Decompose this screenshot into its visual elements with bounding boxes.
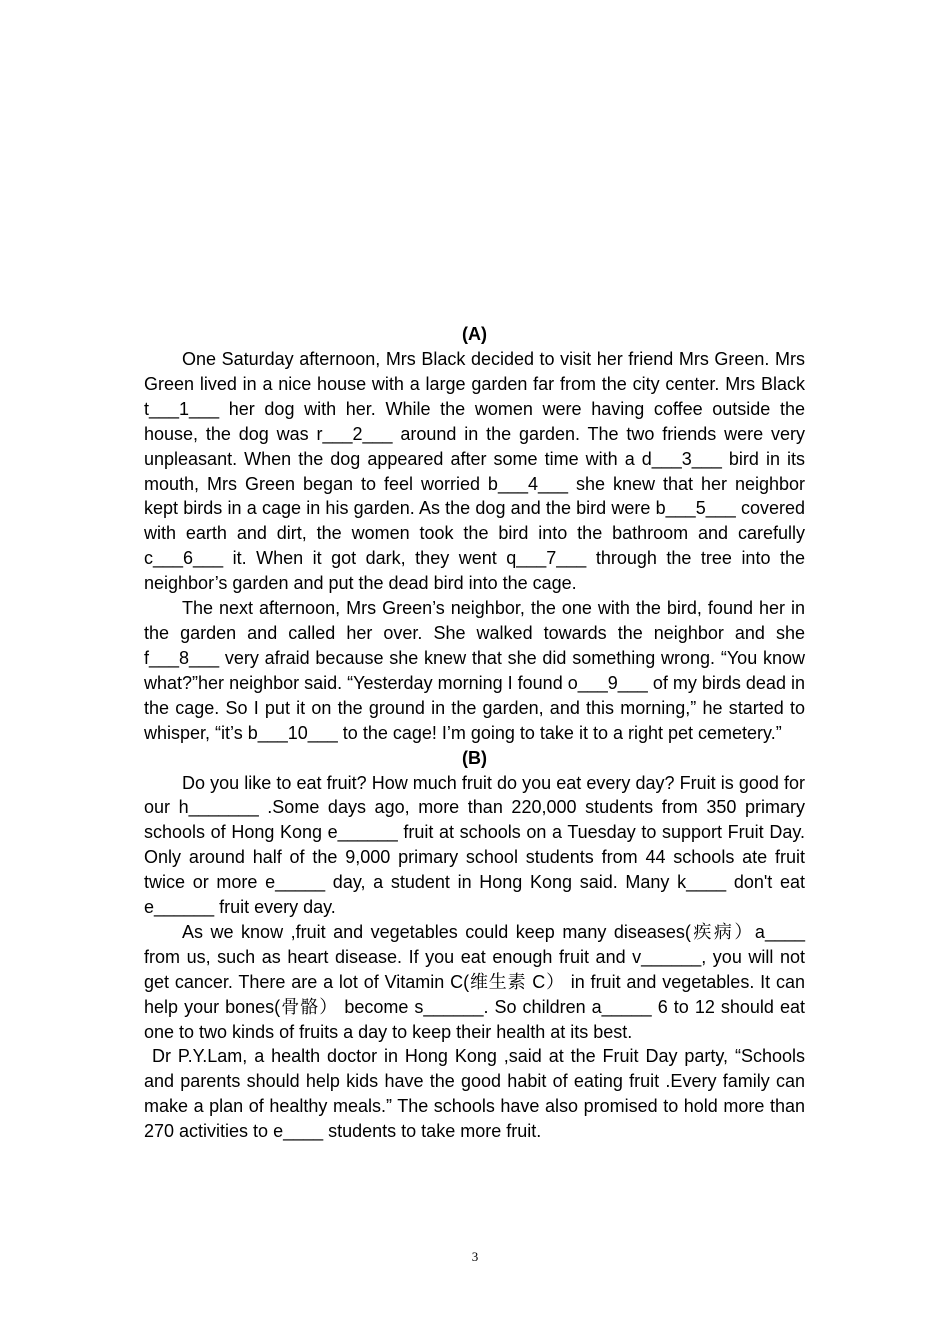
section-a-paragraph-2: The next afternoon, Mrs Green’s neighbor, the one with the bird, found her in the garden and called her over. She walked towards the neighbor and she f___8___ very afraid because she knew that she did something wrong. “You know what?”her neighbor said. “Yesterday morning I found o___9___ of my birds dead in the cage. So I put it on the ground in the garden, and this morning,” he started to whisper, “it’s b___10___ to the cage! I’m going to take it to a right pet cemetery.” (144, 598, 805, 743)
page-number: 3 (471, 1249, 479, 1264)
section-b-heading: (B) (462, 747, 487, 768)
document-page (144, 322, 805, 1144)
section-a-paragraph-1: One Saturday afternoon, Mrs Black decided to visit her friend Mrs Green. Mrs Green lived in a nice house with a large garden far from the city center. Mrs Black t___1___ her dog with her. While the women were having coffee outside the house, the dog was r___2___ around in the garden. The two friends were very unpleasant. When the dog appeared after some time with a d___3___ bird in its mouth, Mrs Green began to feel worried b___4___ she knew that her neighbor kept birds in a cage in his garden. As the dog and the bird were b___5___ covered with earth and dirt, the women took the bird into the bathroom and carefully c___6___ it. When it got dark, they went q___7___ through the tree into the neighbor’s garden and put the dead bird into the cage. (144, 349, 805, 594)
section-b-paragraph-2: As we know ,fruit and vegetables could keep many diseases(疾病）a____ from us, such as heart disease. If you eat enough fruit and v______, you will not get cancer. There are a lot of Vitamin C(维生素 C） in fruit and vegetables. It can help your bones(骨骼） become s______. So children a_____ 6 to 12 should eat one to two kinds of fruits a day to keep their health at its best. (144, 921, 805, 1042)
section-b-paragraph-1: Do you like to eat fruit? How much fruit do you eat every day? Fruit is good for our h_______ .Some days ago, more than 220,000 students from 350 primary schools of Hong Kong e______ fruit at schools on a Tuesday to support Fruit Day. Only around half of the 9,000 primary school students from 44 schools ate fruit twice or more e_____ day, a student in Hong Kong said. Many k____ don't eat e______ fruit every day. (144, 772, 805, 918)
section-b-paragraph-3: Dr P.Y.Lam, a health doctor in Hong Kong ,said at the Fruit Day party, “Schools and parents should help kids have the good habit of eating fruit .Every family can make a plan of healthy meals.” The schools have also promised to hold more than 270 activities to e____ students to take more fruit. (144, 1046, 805, 1142)
section-a-heading: (A) (462, 324, 487, 344)
